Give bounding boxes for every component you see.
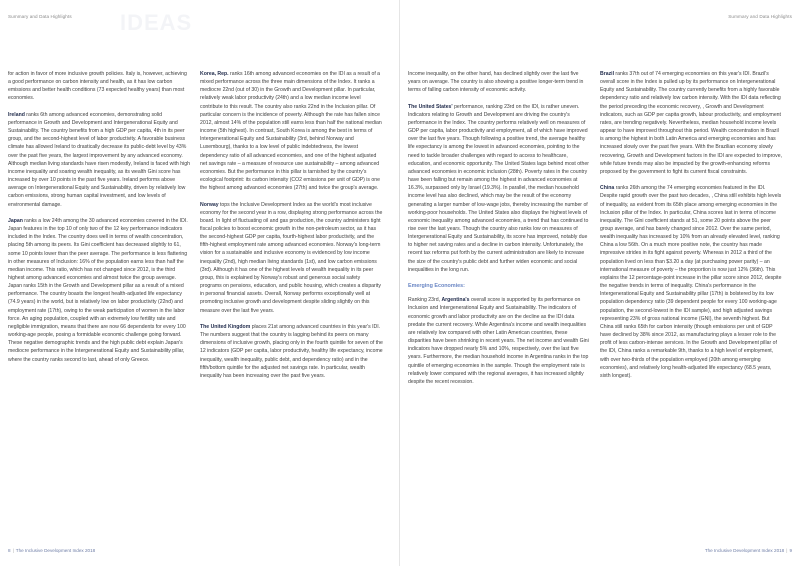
right-column-1 (408, 70, 591, 394)
uk-paragraph (200, 323, 383, 380)
watermark: IDEAS (120, 10, 193, 35)
brazil-text: ranks 37th out of 74 emerging economies on this year's IDI. Brazil's overall score in the Index is pulled up by its performance on Intergenerational Equity and Sustainability. The country currently benefits from a highly favorable dependency ratio and relatively low carbon intensity. With the IDI data reflecting the period preceding the economic recovery, , Growth and Development indicators, such as GDP per capita growth, labour productivity, and employment rates, are trending negatively. Nevertheless, median household income levels appear to have improved throughout this period. Wealth concentration in Brazil is among the highest in both Latin America and emerging economies and has increased slowly over the past five years. With the Brazilian economy slowly recovering, Growth and Development factors in the IDI are expected to improve, while future trends may also be impacted by the growth-enhancing reforms proposed by the government to fight its current fiscal constraints. (600, 71, 783, 175)
ireland-name: Ireland (8, 111, 25, 118)
china-name: China (600, 185, 615, 192)
left-running-head: Summary and Data Highlights (8, 14, 72, 19)
norway-paragraph (200, 201, 383, 315)
japan-paragraph (8, 217, 191, 364)
uk-name: The United Kingdom (200, 323, 251, 330)
china-paragraph (600, 184, 783, 380)
china-text: ranks 26th among the 74 emerging economies featured in the IDI. Despite rapid growth over the past two decades, , China still exhibits high levels of inequality, as evident from its 65th place among emerging economies in the Inclusion pillar of the Index. In particular, China scores last in terms of income inequality. The Gini coefficient stands at 51, some 20 points above the peer group average, and has barely changed since 2012. Over the same period, wealth inequality has increased by 10% from an already elevated level, ranking China a low 56th. On a much more positive note, the country has made impressive strides in its fight against poverty. Whereas in 2012 a third of the population lived on less than $3.20 a day (at purchasing power parity) – an international measure of poverty – the proportion is now just 12% (36th). This explains the 12 percentage-point increase in the pillar score since 2012, despite the negative trends in terms of inequality. China's performance in the Intergenerational Equity and Sustainability pillar (17th) is bolstered by its low population dependency ratio (39 dependent people for every 100 working-age population, the second-lowest in the IDI sample), and high adjusted savings representing 23% of gross national income (GNI), the seventh highest. But China still ranks 65th for carbon intensity (though emissions per unit of GDP have declined by 38% since 2012, as manufacturing plays a lesser role to the profit of less carbon-intense services. In the Growth and Development pillar of the IDI, China ranks a remarkable 9th, thanks to a high level of employment, with over two-thirds of the population employed (20th among emerging economies), and relatively long health-adjusted life expectancy (68.5 years, sixth longest). (600, 185, 782, 379)
japan-name: Japan (8, 217, 23, 224)
korea-paragraph (200, 70, 383, 192)
us-text: performance, ranking 23rd on the IDI, is rather uneven. Indicators relating to Growth and Development are driving the country's performance in the Index. The country performs relatively well on measures of GDP per capita, labor productivity and employment, all of which have improved over the last five years. Though following a positive trend, the average healthy life expectancy is among the lowest in advanced economies, pointing to the need to tackle broader challenges with regard to access to healthcare, education, and economic opportunity. The United States lags behind most other advanced economies in economic inclusion (28th). Poverty rates in the country have been falling but remain among the highest in advanced economies at 16.3%, surpassed only by Israel (19.3%). In parallel, the median household income level has also declined, which may be the result of the economy generating a larger number of low-wage jobs, thereby increasing the number of working-poor households. The United States also displays the highest levels of economic inequality among advanced economies, a trend that has continued to rise over the last years. Though the country also ranks low on measures of Intergenerational Equity and Sustainability, its score has improved, notably due to higher net saving rates and a decline in carbon intensity. Unfortunately, the recent tax reforms put forth by the current administration are likely to increase the size of the country's public debt and further widen economic and social inequalities in the long run. (408, 103, 589, 273)
right-column-2 (600, 70, 783, 388)
us-name: The United States' (408, 103, 453, 110)
left-column-1 (8, 70, 191, 372)
ireland-paragraph (8, 111, 191, 209)
korea-text: ranks 16th among advanced economies on the IDI as a result of a mixed performance across the three main dimensions of the Index. It ranks a mediocre 22nd (out of 30) in the Growth and Development pillar. In particular, relatively weak labor productivity (24th) and a low median income level contribute to this result. The country also ranks 22nd in the Inclusion pillar. Of particular concern is the incidence of poverty. Although the rate has fallen since 2012, almost 14% of the population still earns less than half the national median income (5th highest). In contrast, South Korea is among the best in terms of Intergenerational Equity and Sustainability (3rd, behind Norway and Luxembourg), thanks to a low level of public indebtedness, the lowest dependency ratio of all advanced economies, and one of the highest adjusted net savings rate – a measure of resource use sustainability – among advanced economies. But the performance in this pillar is tarnished by the country's ecological footprint: its carbon intensity (CO2 emissions per unit of GDP) is one the highest among advanced economies (27th) and twice the group's average. (200, 71, 382, 192)
uk-continued-paragraph (408, 70, 591, 94)
argentina-lead: Ranking 23rd, (408, 297, 442, 304)
right-page-number: 9 (789, 548, 792, 553)
emerging-economies-heading: Emerging Economies: (408, 283, 465, 290)
norway-text: tops the Inclusive Development Index as the world's most inclusive economy for the second year in a row, displaying strong performance across the board. In light of fluctuating oil and gas production, the country administers tight fiscal policies to boost economic growth in the non-petroleum sector, as it has the second-highest GDP per capita, fourth-highest labor productivity, and the fifth-highest employment rate among advanced economies. Norway's long-term vision for a sustainable and inclusive economy is evidenced by low income inequality (2nd), high median living standards (1st), and low carbon emissions (3rd). Although it has one of the highest levels of wealth inequality in its peer group, this is explained by Norway's robust and generous social safety programs on pensions, education, and public housing, which creates a disparity in personal financial assets. Overall, Norway performs exceptionally well at promoting inclusive growth and development despite sliding slightly on this measure over the last five years. (200, 201, 383, 314)
uk-text: places 21st among advanced countries in this year's IDI. The numbers suggest that the country is lagging behind its peers on many dimensions of inclusive growth, placing only in the fourth quintile for seven of the 12 indicators (GDP per capita, labor productivity, healthy life expectancy, income inequality, wealth inequality, public debt, and dependency ratio) and in the fifth/bottom quintile for the adjusted net savings rate. In particular, wealth inequality has been increasing over the past five years. (200, 323, 383, 379)
ireland-text: ranks 6th among advanced economies, demonstrating solid performance in Growth and Development and Intergenerational Equity and Sustainability. The country benefits from a high GDP per capita, 4th in its peer group, and the second-highest level of labor productivity. A favorable business climate has allowed Ireland to drastically decrease its public-debt level by 43% over the past five years, the largest improvement by any advanced economy. Although median living standards have risen modestly, Ireland is faced with high income inequality and soaring wealth inequality, as its wealth Gini score has increased by over 10 points in the past five years. Ireland performs above average on Intergenerational Equity and Sustainability, driven by relatively low carbon emissions, strong human capital investment, and low levels of environmental damage. (8, 111, 190, 208)
right-running-head: Summary and Data Highlights (728, 14, 792, 19)
italy-paragraph (8, 70, 191, 103)
uk-continued-text: Income inequality, on the other hand, has declined slightly over the last five years on average. The country is also showing a positive longer-term trend in terms of falling carbon intensity of economic activity. (408, 71, 584, 94)
left-footer-title: The Inclusive Development Index 2018 (15, 548, 96, 553)
us-paragraph (408, 103, 591, 274)
left-column-2 (200, 70, 383, 388)
italy-text: for action in favor of more inclusive growth policies. Italy is, however, achieving a good performance on carbon intensity and health, as it has low carbon emissions and better health conditions (73 expected healthy years) than most economies. (8, 71, 187, 102)
brazil-name: Brazil (600, 71, 614, 77)
japan-text: ranks a low 24th among the 30 advanced economies covered in the IDI. Japan features in the top 10 of only two of the 12 key performance indicators included in the Index. The country does well in terms of wealth concentration, placing 5th among its peers. Its Gini coefficient has decreased slightly to 61, some 10 points lower than the peer average. The performance is less flattering in other measures of Inclusion: 16% of the population earns less than half the median income. This ratio, which has not changed since 2012, is the third highest among advanced economies and almost twice the group average. Japan ranks 15th in the Growth and Development pillar as a result of a mixed performance. The country boasts the longest health-adjusted life expectancy (74.9 years) in the world, but is relatively low on labor productivity (22nd) and employment rate (17th), owing to the weak participation of women in the labor force. An aging population, coupled with an extremely low fertility rate and negligible immigration, means that there are now 66 dependents for every 100 working-age people, posing a formidable economic challenge going forward. These negative demographic trends and the high public debt explain Japan's mediocre performance in the Intergenerational Equity and Sustainability pillar, where the country ranks second to last, ahead of only Greece. (8, 217, 188, 363)
argentina-name: Argentina's (441, 297, 470, 304)
korea-name: Korea, Rep. (200, 71, 229, 77)
right-footer-title: The Inclusive Development Index 2018 (704, 548, 785, 553)
right-page (400, 0, 800, 566)
argentina-text: overall score is supported by its performance on Inclusion and Intergenerational Equity and Sustainability. The indicators of economic growth and labor productivity are on the decline as the IDI data predate the current recovery. While Argentina's income and wealth inequalities are relatively low compared with other Latin American countries, these disparities have been shrinking in recent years. The net income and wealth Gini indicators have dropped nearly 5% and 10%, respectively, over the last five years. Furthermore, the median household income in Argentina ranks in the top quintile of emerging economies in the sample. Though the employment rate is relatively lower compared with the regional averages, it has increased slightly despite the recent recession. (408, 297, 589, 385)
left-footer: 8 | The Inclusive Development Index 2018 (8, 548, 96, 553)
brazil-paragraph (600, 70, 783, 176)
argentina-paragraph (408, 296, 591, 386)
norway-name: Norway (200, 201, 219, 208)
right-footer: The Inclusive Development Index 2018 | 9 (704, 548, 792, 553)
left-page-number: 8 (8, 548, 11, 553)
